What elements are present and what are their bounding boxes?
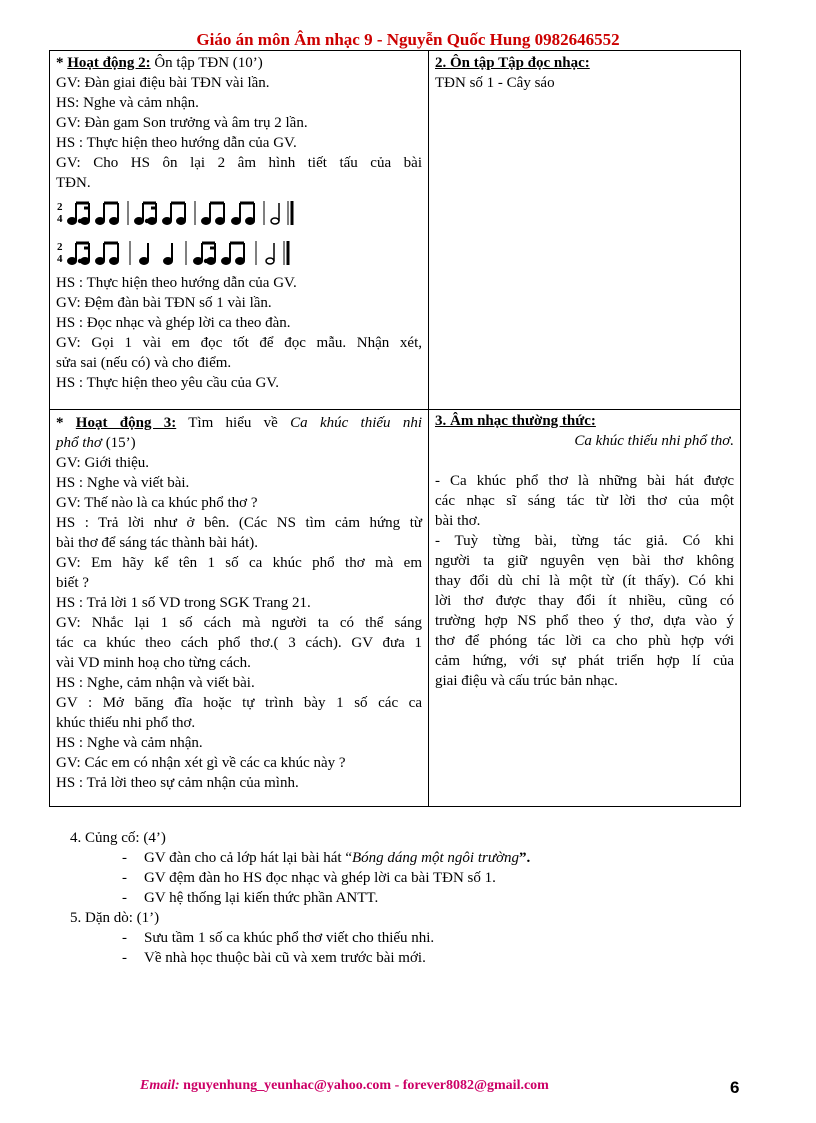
text-line: giai điệu và cấu trúc bản nhạc.	[435, 673, 618, 689]
text-line: cảm hứng, với sự phát triển hợp lí của	[435, 653, 734, 669]
text-line: bài thơ để sáng tác thành bài hát).	[56, 535, 259, 551]
text-line: HS : Trả lời như ở bên. (Các NS tìm cảm hứng từ	[56, 515, 422, 531]
text-line: HS : Thực hiện theo hướng dẫn của GV.	[56, 275, 297, 291]
text-line: GV: Đệm đàn bài TĐN số 1 vài lần.	[56, 295, 272, 311]
text-line: GV: Nhắc lại 1 số cách mà người ta có thể sáng	[56, 615, 422, 631]
text-line: GV: Cho HS ôn lại 2 âm hình tiết tấu của bài	[56, 155, 422, 171]
left-column	[50, 51, 429, 806]
text-line: khúc thiếu nhi phổ thơ.	[56, 715, 196, 731]
text-line: TĐN.	[56, 175, 91, 191]
text-line: HS : Đọc nhạc và ghép lời ca theo đàn.	[56, 315, 291, 331]
text-line: GV: Các em có nhận xét gì về các ca khúc này ?	[56, 755, 346, 771]
page-number: 6	[730, 1078, 740, 1097]
row-divider	[429, 409, 740, 410]
text-line: bài thơ.	[435, 513, 481, 529]
text-line: sửa sai (nếu có) và cho điểm.	[56, 355, 232, 371]
item-4-heading: 4. Củng cố: (4’)	[70, 830, 166, 846]
text-line: HS : Thực hiện theo yêu cầu của GV.	[56, 375, 279, 391]
rhythm-pattern-2	[56, 233, 422, 273]
time-sig-top: 2	[57, 241, 63, 253]
text-line: GV : Mở băng đĩa hoặc tự trình bày 1 số các ca	[56, 695, 422, 711]
list-item: - Sưu tầm 1 số ca khúc phổ thơ viết cho thiếu nhi.	[122, 930, 435, 946]
text-line: HS : Thực hiện theo hướng dẫn của GV.	[56, 135, 297, 151]
text-line: lời thơ được thay đổi ít nhiều, cũng có	[435, 593, 734, 609]
text-line: HS : Nghe và viết bài.	[56, 475, 190, 491]
text-line: GV: Thế nào là ca khúc phổ thơ ?	[56, 495, 258, 511]
text-line: các nhạc sĩ sáng tác từ lời thơ của một	[435, 493, 734, 509]
text-line: HS : Trả lời 1 số VD trong SGK Trang 21.	[56, 595, 311, 611]
text-line: GV: Đàn gam Son trưởng và âm trụ 2 lần.	[56, 115, 308, 131]
item-5-heading: 5. Dặn dò: (1’)	[70, 910, 160, 926]
closing-section	[70, 828, 750, 968]
text-line: HS : Trả lời theo sự cảm nhận của mình.	[56, 775, 299, 791]
time-sig-bottom: 4	[57, 213, 63, 225]
text-line: vài VD minh hoạ cho từng cách.	[56, 655, 251, 671]
row-divider	[50, 409, 429, 410]
text-line: trường hợp NS phổ theo ý thơ, dựa vào ý	[435, 613, 734, 629]
text-line: GV: Gọi 1 vài em đọc tốt để đọc mẫu. Nhận xét,	[56, 335, 422, 351]
list-item: - GV đệm đàn ho HS đọc nhạc và ghép lời ca bài TĐN số 1.	[122, 870, 496, 886]
page-header: Giáo án môn Âm nhạc 9 - Nguyễn Quốc Hung 0982646552	[196, 30, 620, 49]
text-line: thay đổi dù chỉ là một từ (ít thấy). Có khi	[435, 573, 734, 589]
section-2-heading: 2. Ôn tập Tập đọc nhạc:	[435, 55, 590, 71]
activity-2-heading: * Hoạt động 2: Ôn tập TĐN (10’)	[56, 55, 263, 71]
text-line: - Tuỳ từng bài, từng tác giả. Có khi	[435, 533, 734, 549]
text-line: - Ca khúc phổ thơ là những bài hát được	[435, 473, 734, 489]
text-line: người ta giữ nguyên vẹn bài thơ không	[435, 553, 734, 569]
text-line: HS : Nghe, cảm nhận và viết bài.	[56, 675, 255, 691]
time-sig-bottom: 4	[57, 253, 63, 265]
activity-3-heading-line2: phổ thơ (15’)	[56, 435, 136, 451]
list-item: - GV đàn cho cả lớp hát lại bài hát “Bóng dáng một ngôi trường”.	[122, 850, 531, 866]
section-2-text: TĐN số 1 - Cây sáo	[435, 75, 555, 91]
rhythm-pattern-1	[56, 193, 422, 233]
text-line: GV: Giới thiệu.	[56, 455, 150, 471]
section-3-heading: 3. Âm nhạc thường thức:	[435, 413, 596, 429]
section-3-subtitle: Ca khúc thiếu nhi phổ thơ.	[574, 433, 734, 449]
text-line: thơ để phóng tác lời ca cho phù hợp với	[435, 633, 734, 649]
text-line: HS: Nghe và cảm nhận.	[56, 95, 199, 111]
text-line: biết ?	[56, 575, 89, 591]
activity-3-heading: * Hoạt động 3: Tìm hiểu về Ca khúc thiếu nhi	[56, 415, 423, 431]
text-line: GV: Em hãy kể tên 1 số ca khúc phổ thơ mà em	[56, 555, 422, 571]
text-line: GV: Đàn giai điệu bài TĐN vài lần.	[56, 75, 270, 91]
time-sig-top: 2	[57, 201, 63, 213]
footer-email: Email: nguyenhung_yeunhac@yahoo.com - forever8082@gmail.com	[140, 1078, 549, 1093]
text-line: HS : Nghe và cảm nhận.	[56, 735, 203, 751]
right-column	[429, 51, 740, 806]
text-line: tác ca khúc theo cách phổ thơ.( 3 cách). GV đưa 1	[56, 635, 422, 651]
list-item: - GV hệ thống lại kiến thức phần ANTT.	[122, 890, 379, 906]
lesson-table	[49, 50, 741, 807]
list-item: - Về nhà học thuộc bài cũ và xem trước bài mới.	[122, 950, 426, 966]
